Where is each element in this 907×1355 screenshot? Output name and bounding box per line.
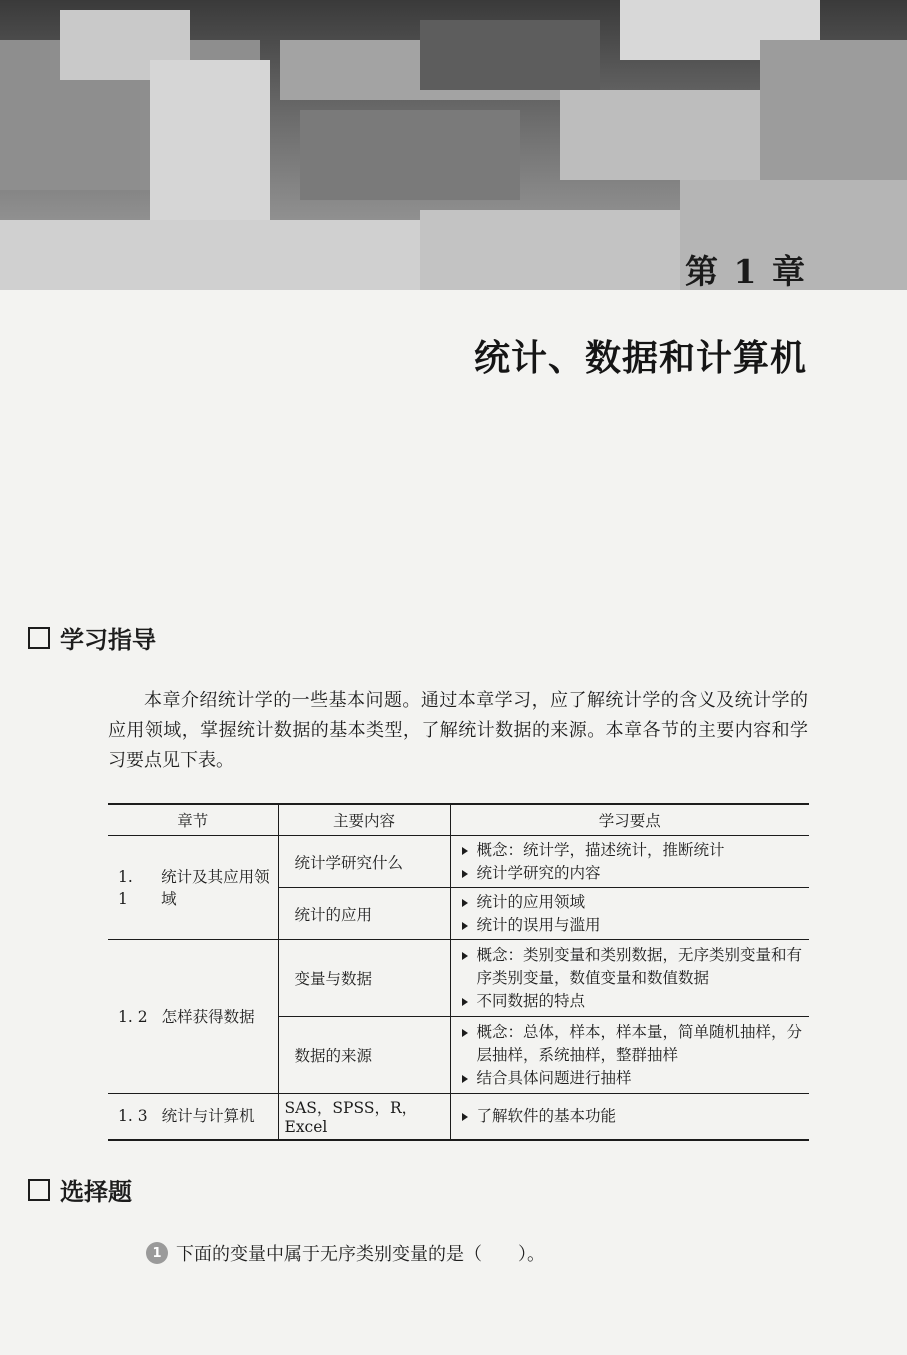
table-row — [108, 940, 809, 1017]
content-cell: SAS，SPSS，R，Excel — [278, 1094, 450, 1140]
question-number-badge: 1 — [146, 1242, 168, 1264]
section-name: 统计及其应用领域 — [161, 867, 270, 908]
section-cell — [108, 940, 278, 1094]
point-item: 了解软件的基本功能 — [457, 1105, 804, 1128]
study-guide-heading — [28, 620, 156, 655]
col-header-content: 主要内容 — [278, 804, 450, 836]
section-name: 统计与计算机 — [161, 1107, 255, 1126]
point-item: 统计学研究的内容 — [457, 862, 804, 885]
banner-block — [0, 220, 420, 290]
points-cell — [450, 940, 809, 1017]
study-points-table — [108, 803, 809, 1141]
points-cell — [450, 1094, 809, 1140]
chapter-number: 第 1 章 — [685, 252, 807, 291]
section-name: 怎样获得数据 — [161, 1007, 255, 1026]
content-cell: 数据的来源 — [278, 1017, 450, 1094]
points-cell — [450, 1017, 809, 1094]
point-item: 统计的误用与滥用 — [457, 914, 804, 937]
points-cell — [450, 836, 809, 888]
content-cell: 统计学研究什么 — [278, 836, 450, 888]
point-item: 概念：统计学，描述统计，推断统计 — [457, 839, 804, 862]
chapter-title: 统计、数据和计算机 — [473, 338, 807, 379]
section-number: 1. 1 — [118, 867, 133, 908]
content-cell: 变量与数据 — [278, 940, 450, 1017]
point-item: 结合具体问题进行抽样 — [457, 1067, 804, 1090]
banner-block — [420, 210, 680, 290]
point-item: 统计的应用领域 — [457, 891, 804, 914]
banner-block — [420, 20, 600, 90]
point-item: 概念：总体，样本，样本量，简单随机抽样，分层抽样，系统抽样，整群抽样 — [457, 1021, 804, 1067]
col-header-section: 章节 — [108, 804, 278, 836]
point-item: 概念：类别变量和类别数据，无序类别变量和有序类别变量，数值变量和数值数据 — [457, 944, 804, 990]
table-header-row — [108, 804, 809, 836]
point-item: 不同数据的特点 — [457, 990, 804, 1013]
question-1 — [146, 1240, 545, 1266]
study-guide-heading-text: 学习指导 — [60, 626, 156, 654]
section-number: 1. 2 — [118, 1007, 148, 1026]
choice-heading — [28, 1172, 132, 1207]
intro-paragraph: 本章介绍统计学的一些基本问题。通过本章学习，应了解统计学的含义及统计学的应用领域，掌握统计数据的基本类型，了解统计数据的来源。本章各节的主要内容和学习要点见下表。 — [108, 690, 808, 771]
section-cell — [108, 1094, 278, 1140]
points-cell — [450, 888, 809, 940]
banner-block — [150, 60, 270, 220]
banner-block — [300, 110, 520, 200]
square-icon — [28, 627, 50, 649]
content-cell: 统计的应用 — [278, 888, 450, 940]
section-number: 1. 3 — [118, 1107, 148, 1126]
question-text: 下面的变量中属于无序类别变量的是（ ）。 — [176, 1244, 545, 1265]
section-cell — [108, 836, 278, 940]
table-row — [108, 1094, 809, 1140]
col-header-points: 学习要点 — [450, 804, 809, 836]
square-icon — [28, 1179, 50, 1201]
table-row — [108, 836, 809, 888]
choice-heading-text: 选择题 — [60, 1178, 132, 1206]
